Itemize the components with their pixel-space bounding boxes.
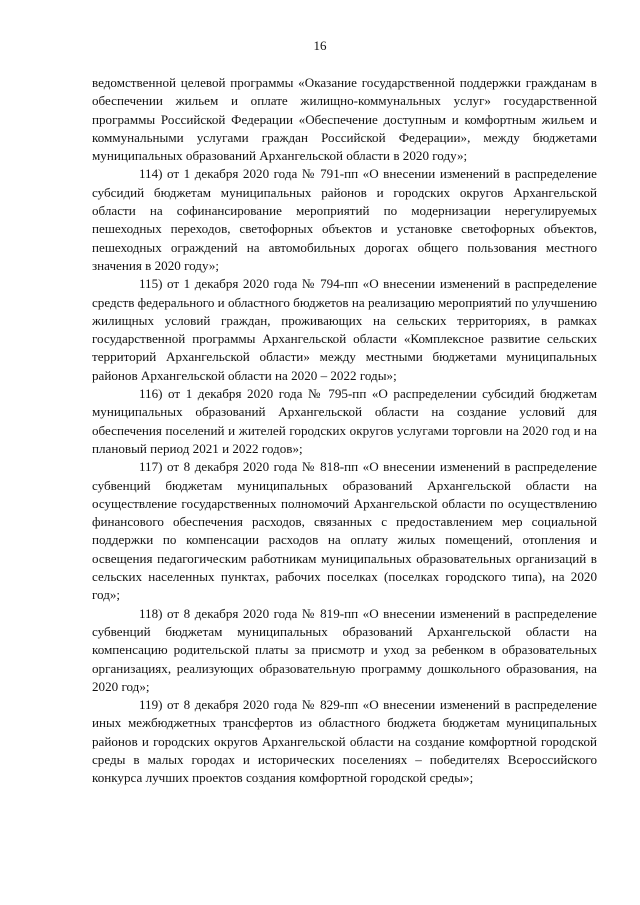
list-item-115: 115) от 1 декабря 2020 года № 794-пп «О внесении изменений в распределение средств федерального и областного бюджетов на реализацию мероприятий по улучшению жилищных условий граждан, проживающих на сельских территориях, в рамках государственной программы Архангельской области «Комплексное развитие сельских территорий Архангельской области» между местными бюджетами муниципальных районов Архангельской области на 2020 – 2022 годы»; [92, 276, 597, 383]
page-number: 16 [313, 38, 327, 53]
list-item-114: 114) от 1 декабря 2020 года № 791-пп «О внесении изменений в распределение субсидий бюджетам муниципальных районов и городских округов Архангельской области на софинансирование мероприятий по модернизации нерегулируемых пешеходных переходов, светофорных объектов и установке светофорных объектов, пешеходных ограждений на автомобильных дорогах общего пользования местного значения в 2020 году»; [92, 166, 597, 273]
list-item-119: 119) от 8 декабря 2020 года № 829-пп «О внесении изменений в распределение иных межбюджетных трансфертов из областного бюджета бюджетам муниципальных районов и городских округов Архангельской области на создание комфортной городской среды в малых городах и исторических поселениях – победителях Всероссийского конкурса лучших проектов создания комфортной городской среды»; [92, 697, 597, 786]
list-item-118: 118) от 8 декабря 2020 года № 819-пп «О внесении изменений в распределение субвенций бюджетам муниципальных образований Архангельской области на компенсацию родительской платы за присмотр и уход за ребенком в образовательных организациях, реализующих образовательную программу дошкольного образования, на 2020 год»; [92, 605, 597, 694]
document-body [92, 74, 597, 788]
paragraph-continuation: ведомственной целевой программы «Оказание государственной поддержки гражданам в обеспечении жильем и оплате жилищно-коммунальных услуг» государственной программы Российской Федерации «Обеспечение доступным и комфортным жильем и коммунальными услугами граждан Российской Федерации», между бюджетами муниципальных образований Архангельской области в 2020 году»; [92, 75, 597, 164]
list-item-116: 116) от 1 декабря 2020 года № 795-пп «О распределении субсидий бюджетам муниципальных образований Архангельской области на создание условий для обеспечения поселений и жителей городских округов услугами торговли на 2020 год и на плановый период 2021 и 2022 годов»; [92, 386, 597, 456]
list-item-117: 117) от 8 декабря 2020 года № 818-пп «О внесении изменений в распределение субвенций бюджетам муниципальных образований Архангельской области на осуществление государственных полномочий Архангельской области по осуществлению финансового обеспечения расходов, связанных с предоставлением мер социальной поддержки по компенсации расходов на оплату жилых помещений, отопления и освещения педагогическим работникам муниципальных образовательных организаций в сельских населенных пунктах, рабочих поселках (поселках городского типа), на 2020 год»; [92, 459, 597, 603]
